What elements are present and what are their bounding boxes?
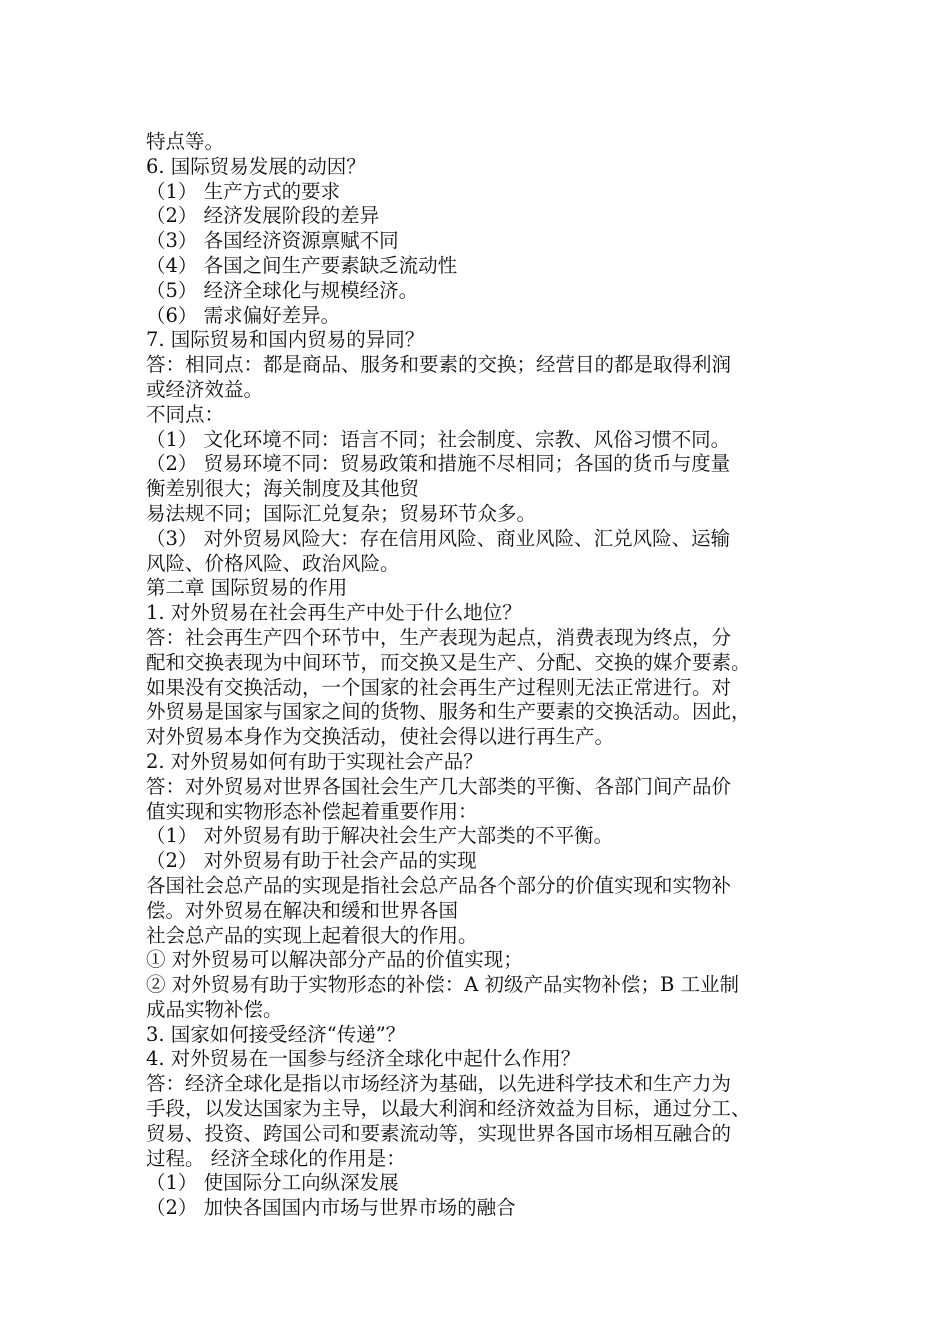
list-item: （2） 贸易环境不同：贸易政策和措施不尽相同；各国的货币与度量 [146, 452, 731, 476]
question-heading: 4. 对外贸易在一国参与经济全球化中起什么作用？ [146, 1047, 581, 1071]
question-heading: 6. 国际贸易发展的动因？ [146, 154, 366, 178]
question-heading: 2. 对外贸易如何有助于实现社会产品？ [146, 749, 483, 773]
list-item: （4） 各国之间生产要素缺乏流动性 [146, 253, 458, 277]
text-line: 如果没有交换活动，一个国家的社会再生产过程则无法正常进行。对 [146, 675, 732, 699]
question-heading: 1. 对外贸易在社会再生产中处于什么地位？ [146, 601, 522, 625]
list-item: ① 对外贸易可以解决部分产品的价值实现； [146, 948, 523, 972]
list-item: （1） 使国际分工向纵深发展 [146, 1171, 399, 1195]
list-item: （3） 对外贸易风险大：存在信用风险、商业风险、汇兑风险、运输 [146, 526, 731, 550]
text-line: 值实现和实物形态补偿起着重要作用： [146, 799, 478, 823]
text-line: 答：社会再生产四个环节中，生产表现为起点，消费表现为终点，分 [146, 625, 732, 649]
list-item: （1） 文化环境不同：语言不同；社会制度、宗教、风俗习惯不同。 [146, 427, 731, 451]
text-line: 衡差别很大；海关制度及其他贸 [146, 477, 420, 501]
text-line: 偿。对外贸易在解决和缓和世界各国 [146, 898, 459, 922]
text-line: 或经济效益。 [146, 377, 264, 401]
text-line: 各国社会总产品的实现是指社会总产品各个部分的价值实现和实物补 [146, 873, 732, 897]
text-line: 对外贸易本身作为交换活动，使社会得以进行再生产。 [146, 725, 615, 749]
chapter-heading: 第二章 国际贸易的作用 [146, 576, 348, 600]
text-line: 外贸易是国家与国家之间的货物、服务和生产要素的交换活动。因此， [146, 700, 751, 724]
text-line: 风险、价格风险、政治风险。 [146, 551, 400, 575]
list-item: （2） 对外贸易有助于社会产品的实现 [146, 849, 477, 873]
list-item: （3） 各国经济资源禀赋不同 [146, 229, 399, 253]
list-item: （1） 生产方式的要求 [146, 179, 341, 203]
text-line: 成品实物补偿。 [146, 997, 283, 1021]
text-line: 答：经济全球化是指以市场经济为基础，以先进科学技术和生产力为 [146, 1072, 732, 1096]
list-item: （5） 经济全球化与规模经济。 [146, 278, 419, 302]
text-line: 社会总产品的实现上起着很大的作用。 [146, 923, 478, 947]
text-line: 答：相同点：都是商品、服务和要素的交换；经营目的都是取得利润 [146, 353, 732, 377]
text-line: 易法规不同；国际汇兑复杂；贸易环节众多。 [146, 501, 537, 525]
text-line: 不同点： [146, 402, 225, 426]
text-line: 手段，以发达国家为主导，以最大利润和经济效益为目标，通过分工、 [146, 1097, 751, 1121]
question-heading: 3. 国家如何接受经济“传递”？ [146, 1022, 406, 1046]
document-page [146, 130, 818, 1221]
text-line: 答：对外贸易对世界各国社会生产几大部类的平衡、各部门间产品价 [146, 774, 732, 798]
question-heading: 7. 国际贸易和国内贸易的异同？ [146, 328, 425, 352]
text-line: 特点等。 [146, 130, 225, 153]
text-line: 贸易、投资、跨国公司和要素流动等，实现世界各国市场相互融合的 [146, 1121, 732, 1145]
list-item: （1） 对外贸易有助于解决社会生产大部类的不平衡。 [146, 824, 614, 848]
list-item: （6） 需求偏好差异。 [146, 303, 341, 327]
list-item: ② 对外贸易有助于实物形态的补偿：A 初级产品实物补偿；B 工业制 [146, 973, 740, 997]
list-item: （2） 加快各国国内市场与世界市场的融合 [146, 1196, 516, 1220]
text-line: 配和交换表现为中间环节，而交换又是生产、分配、交换的媒介要素。 [146, 650, 751, 674]
list-item: （2） 经济发展阶段的差异 [146, 204, 380, 228]
text-line: 过程。 经济全球化的作用是： [146, 1146, 406, 1170]
